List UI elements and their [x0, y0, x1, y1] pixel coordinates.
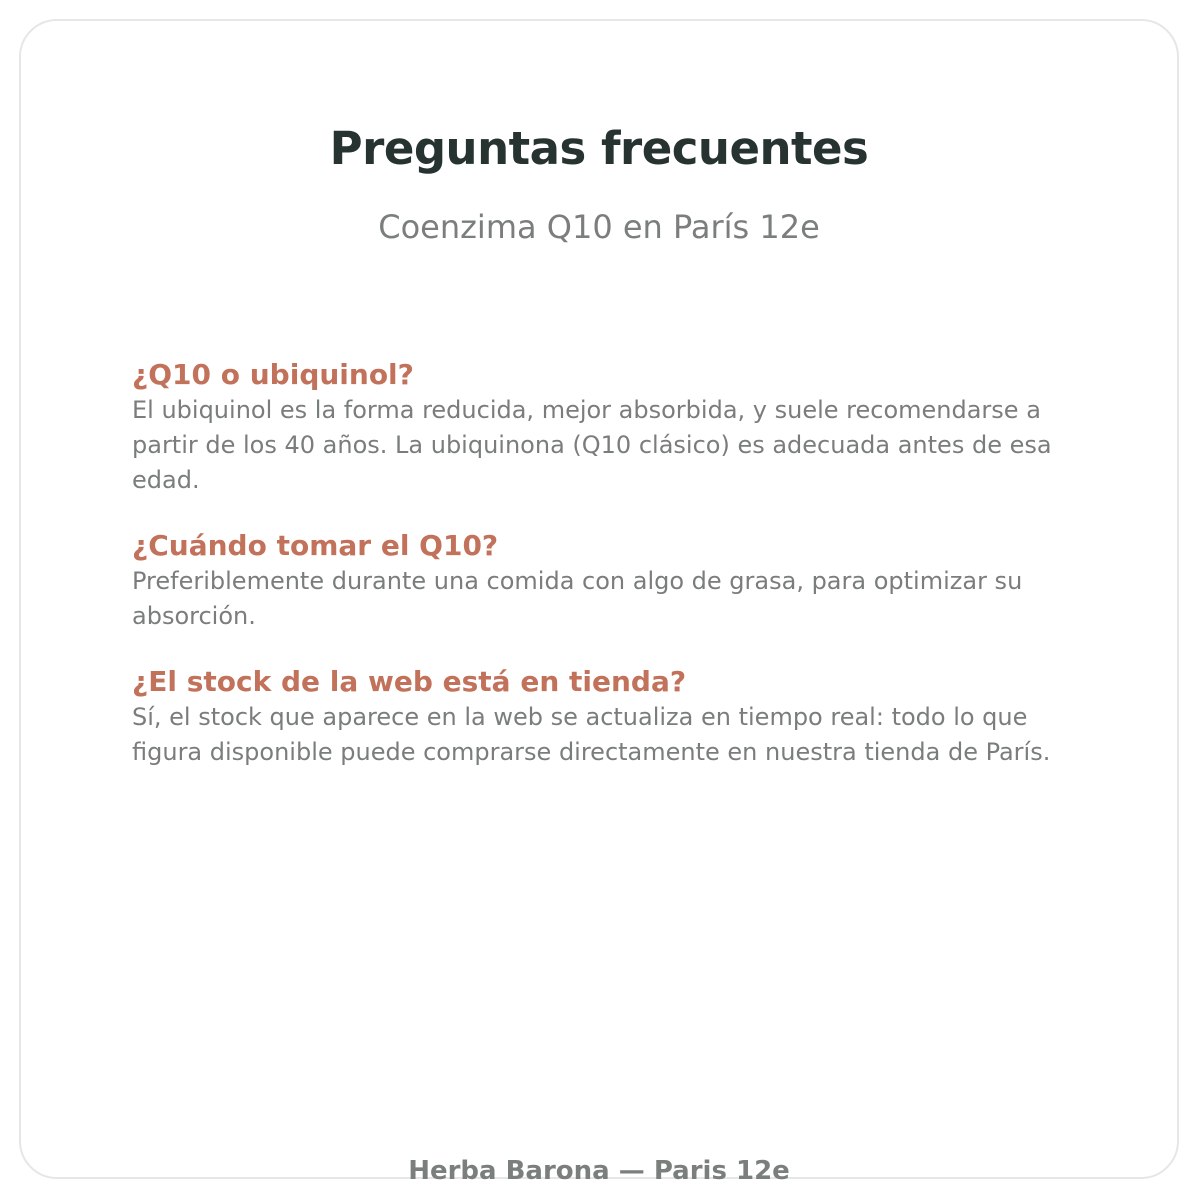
faq-list: [132, 357, 1082, 800]
faq-answer: El ubiquinol es la forma reducida, mejor absorbida, y suele recomendarse a partir de los 40 años. La ubiquinona (Q10 clásico) es adecuada antes de esa edad.: [132, 396, 1052, 494]
faq-question: ¿El stock de la web está en tienda?: [132, 665, 687, 698]
faq-answer: Preferiblemente durante una comida con algo de grasa, para optimizar su absorción.: [132, 567, 1023, 630]
footer-brand: Herba Barona — Paris 12e: [408, 1156, 790, 1186]
faq-item: [132, 664, 1082, 770]
faq-item: [132, 357, 1082, 498]
faq-item: [132, 528, 1082, 634]
page-title: Preguntas frecuentes: [329, 122, 869, 175]
faq-card: [19, 19, 1179, 1186]
faq-answer: Sí, el stock que aparece en la web se actualiza en tiempo real: todo lo que figura disponible puede comprarse directamente en nuestra tienda de París.: [132, 703, 1051, 766]
page-subtitle: Coenzima Q10 en París 12e: [378, 208, 820, 246]
faq-question: ¿Q10 o ubiquinol?: [132, 358, 414, 391]
faq-question: ¿Cuándo tomar el Q10?: [132, 529, 499, 562]
